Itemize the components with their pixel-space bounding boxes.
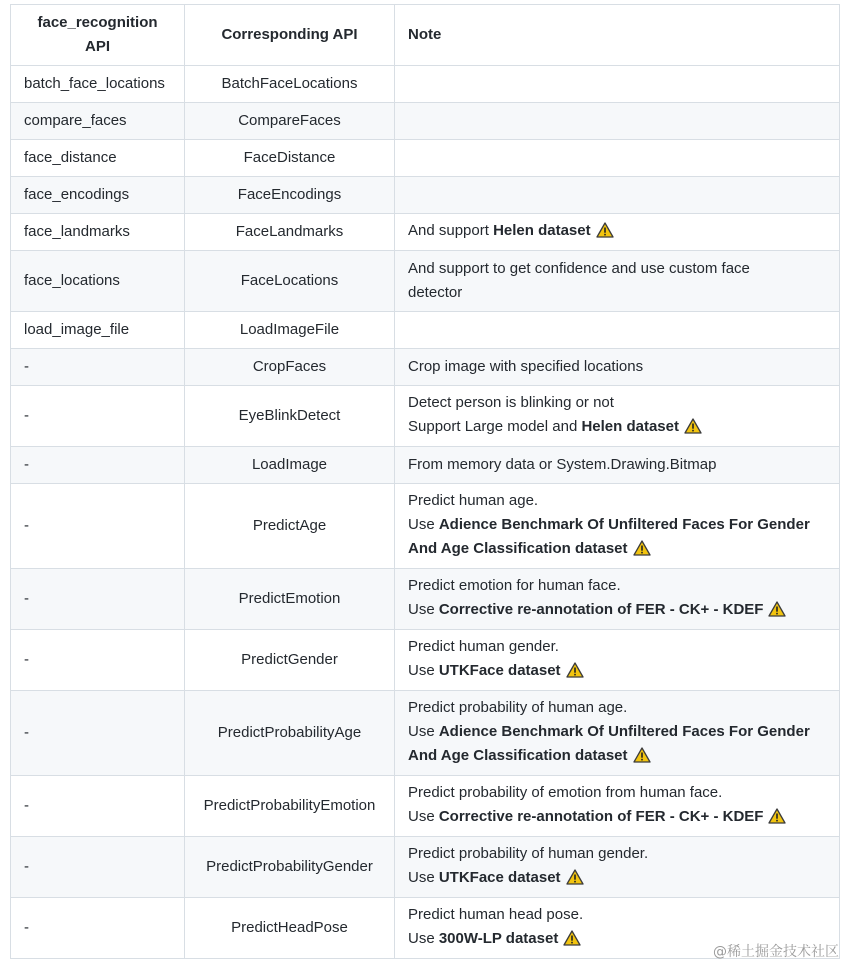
header-corresponding-api: Corresponding API <box>185 5 395 66</box>
cell-corresponding-api: PredictProbabilityAge <box>185 691 395 776</box>
note-line <box>408 598 826 625</box>
note-text: Use <box>408 807 439 825</box>
cell-corresponding-api: CropFaces <box>185 349 395 386</box>
note-bold-text: Adience Benchmark Of Unfiltered Faces For Gender <box>438 515 810 533</box>
note-line <box>408 281 826 305</box>
note-text: From memory data or System.Drawing.Bitmap <box>408 456 717 473</box>
cell-face-recognition-api: - <box>11 691 185 776</box>
note-bold-text: 300W-LP dataset <box>438 929 559 947</box>
cell-note <box>395 776 840 837</box>
cell-corresponding-api: BatchFaceLocations <box>185 66 395 103</box>
cell-note <box>395 214 840 251</box>
note-line <box>408 355 826 379</box>
note-line <box>408 903 826 927</box>
cell-note <box>395 447 840 484</box>
api-table <box>10 4 840 959</box>
header-face-recognition-api: face_recognition API <box>11 5 185 66</box>
cell-corresponding-api: FaceLandmarks <box>185 214 395 251</box>
note-bold-text: Helen dataset <box>493 221 591 239</box>
cell-face-recognition-api: - <box>11 349 185 386</box>
cell-corresponding-api: LoadImage <box>185 447 395 484</box>
cell-face-recognition-api: batch_face_locations <box>11 66 185 103</box>
cell-face-recognition-api: face_landmarks <box>11 214 185 251</box>
note-bold-text: UTKFace dataset <box>438 661 561 679</box>
cell-corresponding-api: FaceLocations <box>185 251 395 312</box>
note-line <box>408 257 826 281</box>
note-text: Predict human age. <box>408 491 539 509</box>
note-text: Predict human head pose. <box>408 905 584 923</box>
note-line <box>408 513 826 537</box>
warning-icon <box>563 930 581 954</box>
note-line <box>408 781 826 805</box>
warning-icon <box>633 747 651 771</box>
cell-face-recognition-api: face_locations <box>11 251 185 312</box>
cell-face-recognition-api: - <box>11 447 185 484</box>
header-note: Note <box>395 5 840 66</box>
watermark: @稀土掘金技术社区 <box>713 944 839 960</box>
note-text: Use <box>408 929 439 947</box>
cell-face-recognition-api: load_image_file <box>11 312 185 349</box>
note-text: Predict emotion for human face. <box>408 576 621 594</box>
note-text: Use <box>408 661 439 679</box>
note-bold-text: Corrective re-annotation of FER - CK+ - KDEF <box>438 600 764 618</box>
cell-face-recognition-api: - <box>11 569 185 630</box>
warning-icon <box>596 222 614 246</box>
cell-face-recognition-api: face_distance <box>11 140 185 177</box>
note-line <box>408 720 826 744</box>
cell-note <box>395 103 840 140</box>
table-header-row <box>11 5 840 66</box>
table-row <box>11 140 840 177</box>
cell-note <box>395 837 840 898</box>
cell-corresponding-api: FaceEncodings <box>185 177 395 214</box>
warning-icon <box>768 808 786 832</box>
cell-corresponding-api: PredictProbabilityEmotion <box>185 776 395 837</box>
note-line <box>408 489 826 513</box>
table-row <box>11 569 840 630</box>
note-line <box>408 391 826 415</box>
cell-note <box>395 251 840 312</box>
cell-corresponding-api: PredictAge <box>185 484 395 569</box>
table-row <box>11 630 840 691</box>
note-text: Use <box>408 722 439 740</box>
note-bold-text: Helen dataset <box>581 417 679 435</box>
note-line <box>408 866 826 893</box>
cell-note <box>395 691 840 776</box>
table-row <box>11 66 840 103</box>
table-row <box>11 776 840 837</box>
cell-face-recognition-api: - <box>11 630 185 691</box>
note-text: Detect person is blinking or not <box>408 393 614 411</box>
table-row <box>11 837 840 898</box>
note-bold-text: And Age Classification dataset <box>408 746 628 764</box>
cell-corresponding-api: FaceDistance <box>185 140 395 177</box>
note-bold-text: Adience Benchmark Of Unfiltered Faces For Gender <box>438 722 810 740</box>
note-bold-text: Corrective re-annotation of FER - CK+ - KDEF <box>438 807 764 825</box>
note-line <box>408 574 826 598</box>
note-text: Use <box>408 600 439 618</box>
note-bold-text: And Age Classification dataset <box>408 539 628 557</box>
cell-note <box>395 312 840 349</box>
note-line <box>408 805 826 832</box>
cell-note <box>395 386 840 447</box>
table-row <box>11 312 840 349</box>
cell-face-recognition-api: - <box>11 484 185 569</box>
note-line <box>408 537 826 564</box>
cell-face-recognition-api: - <box>11 837 185 898</box>
note-line <box>408 219 826 246</box>
note-text: Predict probability of emotion from human face. <box>408 783 723 801</box>
note-line <box>408 415 826 442</box>
cell-corresponding-api: PredictGender <box>185 630 395 691</box>
cell-face-recognition-api: face_encodings <box>11 177 185 214</box>
cell-corresponding-api: PredictHeadPose <box>185 898 395 959</box>
cell-face-recognition-api: - <box>11 386 185 447</box>
table-row <box>11 691 840 776</box>
cell-face-recognition-api: - <box>11 776 185 837</box>
note-text: Crop image with specified locations <box>408 358 644 375</box>
note-text: And support to get confidence and use custom face <box>408 260 750 277</box>
cell-corresponding-api: LoadImageFile <box>185 312 395 349</box>
warning-icon <box>566 869 584 893</box>
table-row <box>11 177 840 214</box>
cell-note <box>395 484 840 569</box>
note-text: Predict probability of human gender. <box>408 844 649 862</box>
note-bold-text: UTKFace dataset <box>438 868 561 886</box>
note-text: Predict human gender. <box>408 637 559 655</box>
cell-corresponding-api: PredictEmotion <box>185 569 395 630</box>
note-line <box>408 453 826 477</box>
warning-icon <box>684 418 702 442</box>
note-text: Use <box>408 515 439 533</box>
cell-note <box>395 140 840 177</box>
table-row <box>11 386 840 447</box>
table-row <box>11 103 840 140</box>
warning-icon <box>633 540 651 564</box>
cell-note <box>395 569 840 630</box>
note-text: Support Large model and <box>408 417 582 435</box>
table-row <box>11 349 840 386</box>
cell-note <box>395 349 840 386</box>
cell-note <box>395 177 840 214</box>
table-row <box>11 484 840 569</box>
cell-note <box>395 66 840 103</box>
cell-face-recognition-api: compare_faces <box>11 103 185 140</box>
cell-corresponding-api: PredictProbabilityGender <box>185 837 395 898</box>
table-body <box>11 66 840 959</box>
cell-corresponding-api: EyeBlinkDetect <box>185 386 395 447</box>
note-text: And support <box>408 221 494 239</box>
note-line <box>408 744 826 771</box>
note-line <box>408 635 826 659</box>
table-row <box>11 251 840 312</box>
cell-corresponding-api: CompareFaces <box>185 103 395 140</box>
note-line <box>408 696 826 720</box>
table-row <box>11 447 840 484</box>
note-text: Use <box>408 868 439 886</box>
warning-icon <box>768 601 786 625</box>
warning-icon <box>566 662 584 686</box>
note-line <box>408 659 826 686</box>
note-text: Predict probability of human age. <box>408 698 628 716</box>
table-row <box>11 214 840 251</box>
cell-note <box>395 630 840 691</box>
note-line <box>408 842 826 866</box>
note-text: detector <box>408 284 463 301</box>
cell-face-recognition-api: - <box>11 898 185 959</box>
